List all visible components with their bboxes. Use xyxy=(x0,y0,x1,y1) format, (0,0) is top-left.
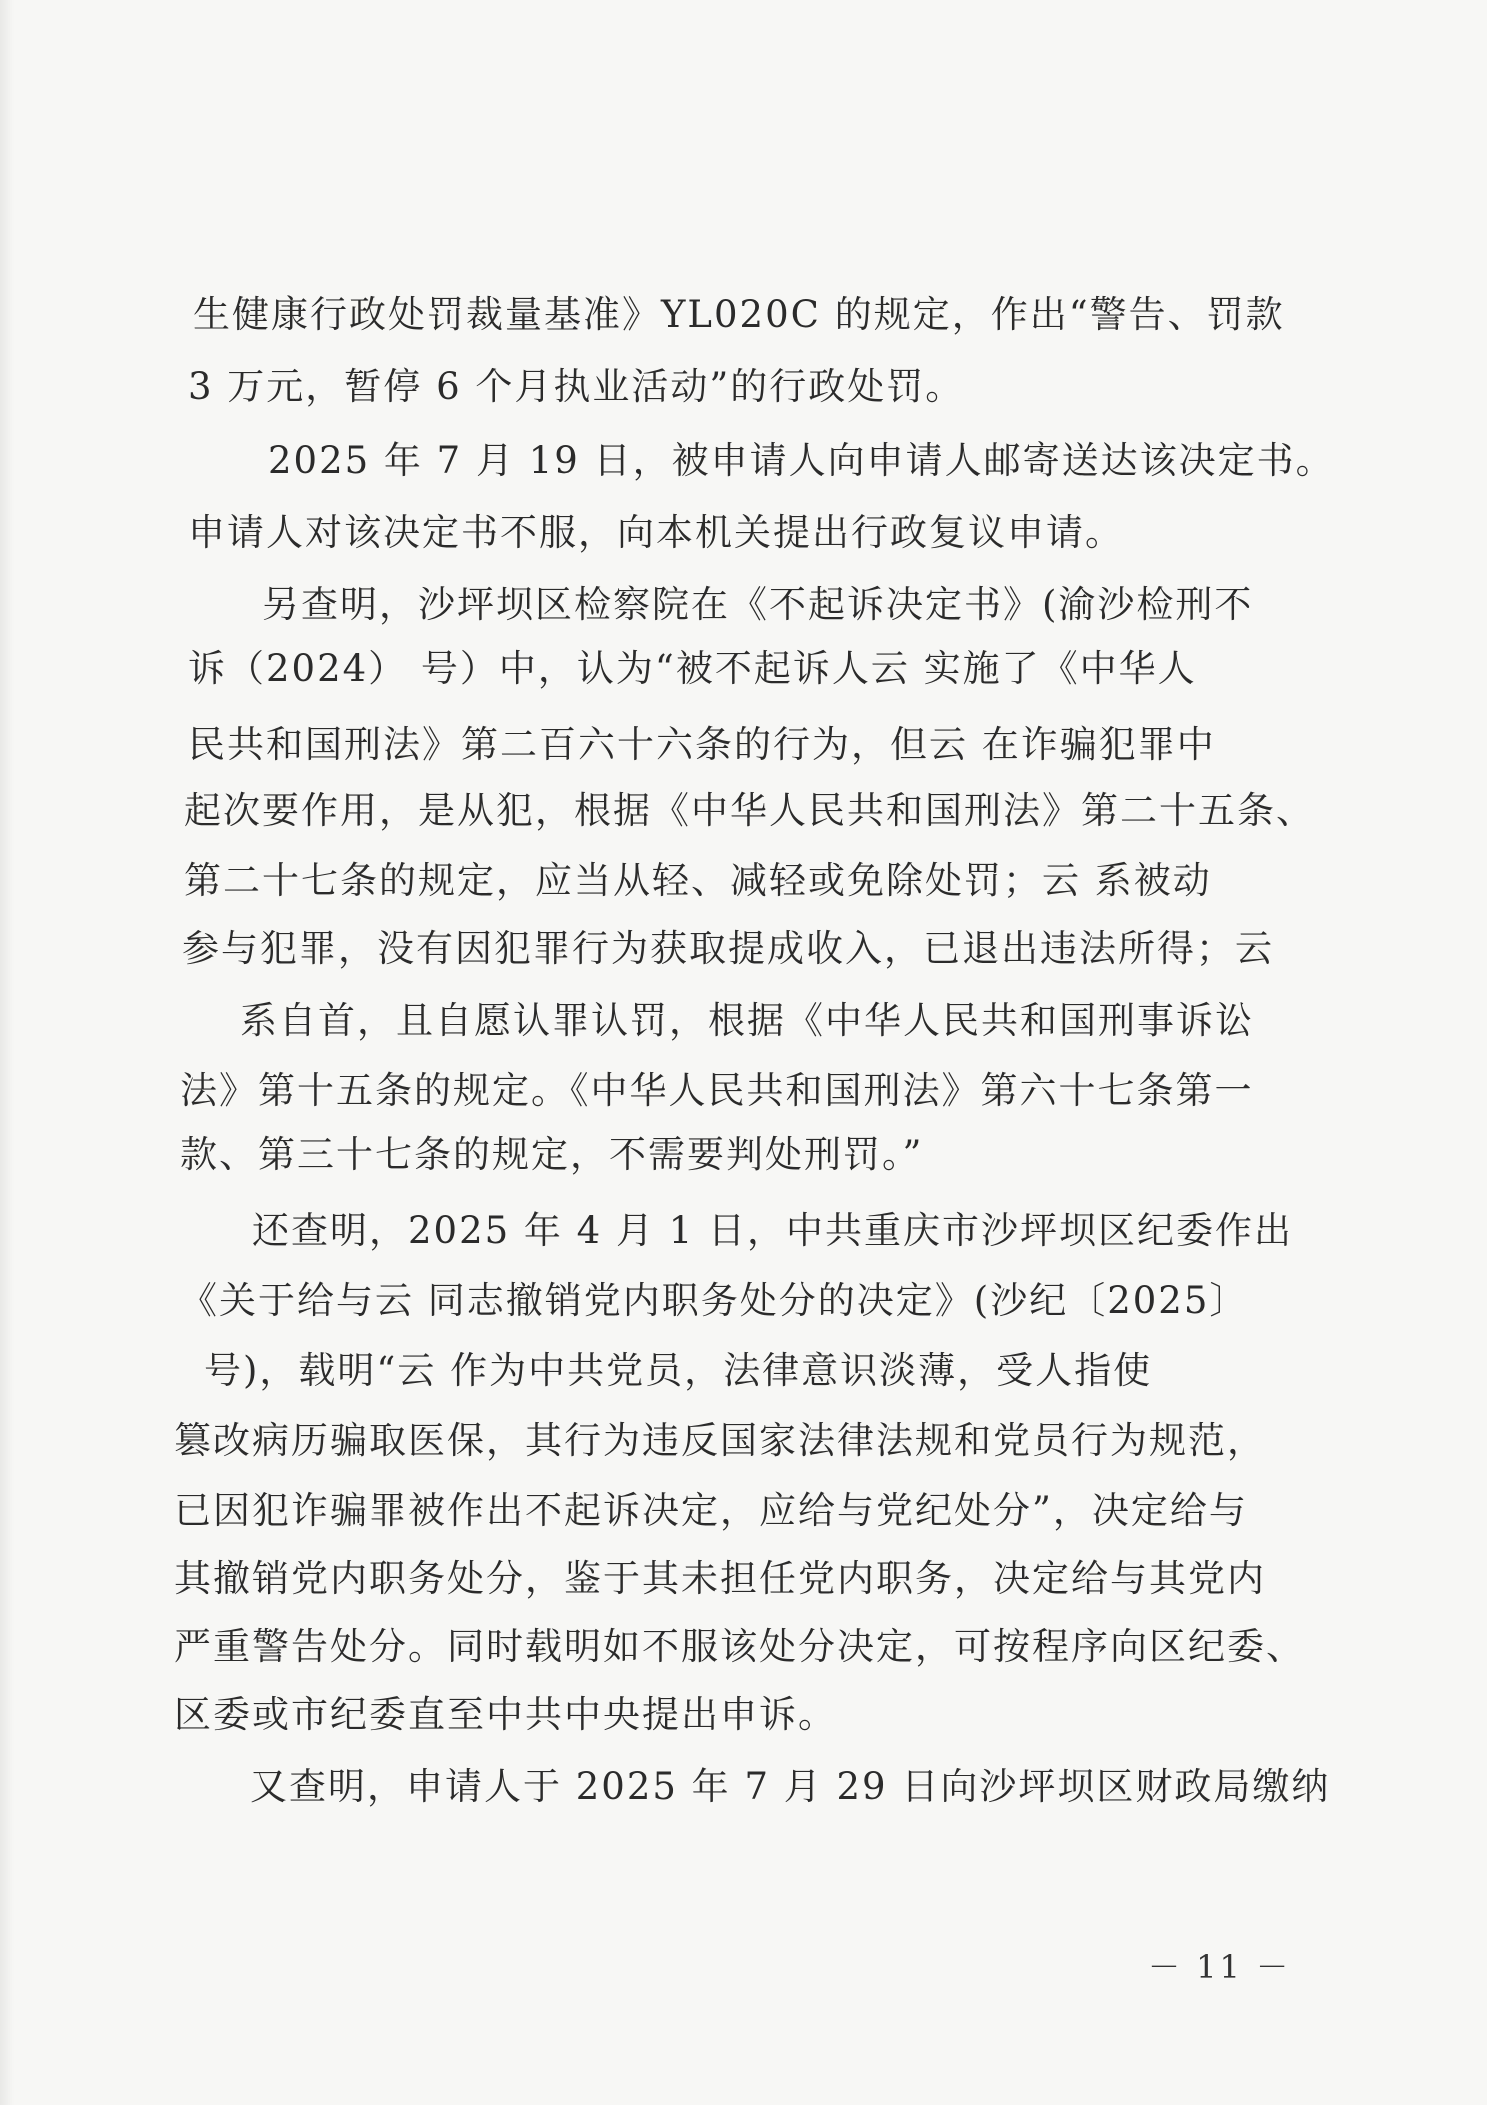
scan-edge-shadow xyxy=(0,0,14,2105)
text-line: 又查明，申请人于 2025 年 7 月 29 日向沙坪坝区财政局缴纳 xyxy=(250,1765,1331,1808)
text-line: 号)，载明“云 作为中共党员，法律意识淡薄，受人指使 xyxy=(204,1349,1153,1392)
text-line: 诉（2024） 号）中，认为“被不起诉人云 实施了《中华人 xyxy=(188,647,1197,690)
text-line: 系自首，且自愿认罪认罚，根据《中华人民共和国刑事诉讼 xyxy=(240,999,1254,1042)
text-line: 另查明，沙坪坝区检察院在《不起诉决定书》(渝沙检刑不 xyxy=(262,583,1254,626)
text-line: 已因犯诈骗罪被作出不起诉决定，应给与党纪处分”，决定给与 xyxy=(174,1489,1248,1532)
text-line: 第二十七条的规定，应当从轻、减轻或免除处罚；云 系被动 xyxy=(184,859,1212,902)
text-line: 其撤销党内职务处分，鉴于其未担任党内职务，决定给与其党内 xyxy=(174,1557,1266,1600)
text-line: 《关于给与云 同志撤销党内职务处分的决定》(沙纪〔2025〕 xyxy=(180,1279,1249,1322)
text-line: 法》第十五条的规定。《中华人民共和国刑法》第六十七条第一 xyxy=(180,1069,1254,1112)
text-line: 款、第三十七条的规定，不需要判处刑罚。” xyxy=(180,1133,924,1176)
text-line: 篡改病历骗取医保，其行为违反国家法律法规和党员行为规范， xyxy=(174,1419,1266,1462)
text-line: 参与犯罪，没有因犯罪行为获取提成收入，已退出违法所得；云 xyxy=(182,927,1274,970)
text-line: 3 万元，暂停 6 个月执业活动”的行政处罚。 xyxy=(188,365,965,408)
page-number: － 11 － xyxy=(1148,1948,1292,1986)
text-line: 民共和国刑法》第二百六十六条的行为，但云 在诈骗犯罪中 xyxy=(188,723,1216,766)
text-line: 区委或市纪委直至中共中央提出申诉。 xyxy=(174,1693,837,1736)
text-line: 生健康行政处罚裁量基准》YL020C 的规定，作出“警告、罚款 xyxy=(193,293,1285,336)
text-line: 严重警告处分。同时载明如不服该处分决定，可按程序向区纪委、 xyxy=(174,1625,1305,1668)
text-line: 2025 年 7 月 19 日，被申请人向申请人邮寄送达该决定书。 xyxy=(268,439,1335,482)
text-line: 起次要作用，是从犯，根据《中华人民共和国刑法》第二十五条、 xyxy=(184,789,1315,832)
text-line: 申请人对该决定书不服，向本机关提出行政复议申请。 xyxy=(188,511,1124,554)
text-line: 还查明，2025 年 4 月 1 日，中共重庆市沙坪坝区纪委作出 xyxy=(252,1209,1294,1252)
